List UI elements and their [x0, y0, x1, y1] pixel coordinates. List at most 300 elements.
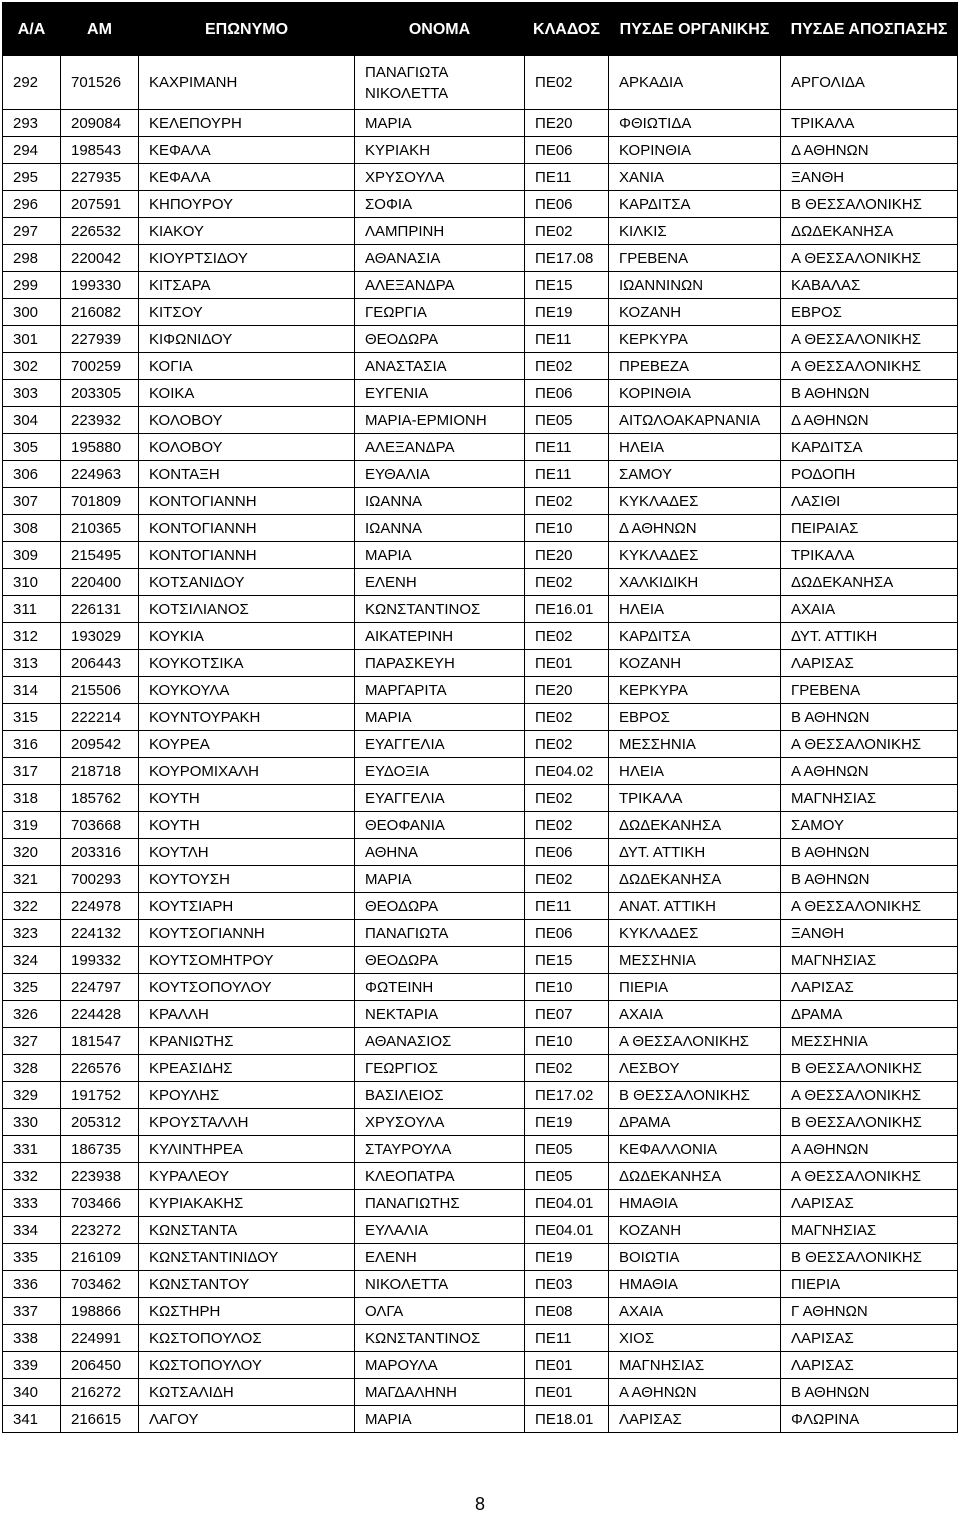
table-row [3, 461, 958, 488]
cell-branch: ΠΕ05 [525, 1163, 609, 1190]
cell-aa: 304 [3, 407, 61, 434]
cell-aa: 332 [3, 1163, 61, 1190]
cell-am: 218718 [61, 758, 139, 785]
cell-secondment-pysde: ΑΡΓΟΛΙΔΑ [781, 56, 958, 110]
cell-surname: ΚΟΝΤΟΓΙΑΝΝΗ [139, 488, 355, 515]
cell-organic-pysde: ΣΑΜΟΥ [609, 461, 781, 488]
cell-am: 701526 [61, 56, 139, 110]
cell-am: 206450 [61, 1352, 139, 1379]
cell-name: ΣΤΑΥΡΟΥΛΑ [355, 1136, 525, 1163]
cell-name: ΜΑΡΙΑ [355, 704, 525, 731]
cell-aa: 316 [3, 731, 61, 758]
cell-name: ΙΩΑΝΝΑ [355, 488, 525, 515]
cell-organic-pysde: ΛΕΣΒΟΥ [609, 1055, 781, 1082]
cell-aa: 299 [3, 272, 61, 299]
cell-aa: 311 [3, 596, 61, 623]
cell-branch: ΠΕ19 [525, 299, 609, 326]
cell-surname: ΚΟΥΚΟΤΣΙΚΑ [139, 650, 355, 677]
cell-am: 203305 [61, 380, 139, 407]
table-row [3, 758, 958, 785]
cell-aa: 302 [3, 353, 61, 380]
table-row [3, 1136, 958, 1163]
cell-am: 224991 [61, 1325, 139, 1352]
cell-organic-pysde: ΒΟΙΩΤΙΑ [609, 1244, 781, 1271]
table-row [3, 623, 958, 650]
table-row [3, 353, 958, 380]
cell-name: ΑΛΕΞΑΝΔΡΑ [355, 434, 525, 461]
cell-branch: ΠΕ11 [525, 326, 609, 353]
cell-branch: ΠΕ02 [525, 569, 609, 596]
cell-aa: 317 [3, 758, 61, 785]
cell-surname: ΚΙΤΣΑΡΑ [139, 272, 355, 299]
table-row [3, 1001, 958, 1028]
cell-aa: 293 [3, 110, 61, 137]
table-row [3, 731, 958, 758]
cell-secondment-pysde: ΓΡΕΒΕΝΑ [781, 677, 958, 704]
cell-branch: ΠΕ10 [525, 515, 609, 542]
cell-am: 199332 [61, 947, 139, 974]
cell-name: ΠΑΡΑΣΚΕΥΗ [355, 650, 525, 677]
cell-secondment-pysde: Α ΘΕΣΣΑΛΟΝΙΚΗΣ [781, 326, 958, 353]
cell-secondment-pysde: ΤΡΙΚΑΛΑ [781, 110, 958, 137]
page-number: 8 [474, 1494, 485, 1514]
cell-name: ΑΘΗΝΑ [355, 839, 525, 866]
cell-organic-pysde: ΚΟΖΑΝΗ [609, 299, 781, 326]
cell-secondment-pysde: Α ΘΕΣΣΑΛΟΝΙΚΗΣ [781, 893, 958, 920]
cell-surname: ΚΩΝΣΤΑΝΤΟΥ [139, 1271, 355, 1298]
cell-secondment-pysde: Β ΑΘΗΝΩΝ [781, 380, 958, 407]
cell-name: ΦΩΤΕΙΝΗ [355, 974, 525, 1001]
cell-name: ΜΑΡΙΑ [355, 1406, 525, 1433]
cell-surname: ΚΕΛΕΠΟΥΡΗ [139, 110, 355, 137]
cell-branch: ΠΕ20 [525, 542, 609, 569]
cell-am: 210365 [61, 515, 139, 542]
cell-secondment-pysde: Β ΑΘΗΝΩΝ [781, 1379, 958, 1406]
table-row [3, 1406, 958, 1433]
cell-am: 220400 [61, 569, 139, 596]
cell-secondment-pysde: ΕΒΡΟΣ [781, 299, 958, 326]
cell-am: 198866 [61, 1298, 139, 1325]
cell-branch: ΠΕ18.01 [525, 1406, 609, 1433]
cell-secondment-pysde: ΣΑΜΟΥ [781, 812, 958, 839]
cell-name: ΕΥΑΓΓΕΛΙΑ [355, 731, 525, 758]
cell-aa: 310 [3, 569, 61, 596]
roster-table [2, 2, 958, 1433]
cell-am: 701809 [61, 488, 139, 515]
cell-aa: 298 [3, 245, 61, 272]
cell-aa: 315 [3, 704, 61, 731]
cell-aa: 292 [3, 56, 61, 110]
cell-am: 703466 [61, 1190, 139, 1217]
cell-aa: 296 [3, 191, 61, 218]
cell-secondment-pysde: Α ΑΘΗΝΩΝ [781, 1136, 958, 1163]
cell-am: 226532 [61, 218, 139, 245]
cell-branch: ΠΕ19 [525, 1244, 609, 1271]
table-row [3, 650, 958, 677]
table-row [3, 1055, 958, 1082]
cell-am: 224978 [61, 893, 139, 920]
table-header [3, 3, 958, 56]
table-row [3, 704, 958, 731]
cell-name: ΕΥΓΕΝΙΑ [355, 380, 525, 407]
cell-organic-pysde: ΔΩΔΕΚΑΝΗΣΑ [609, 1163, 781, 1190]
cell-branch: ΠΕ01 [525, 1352, 609, 1379]
cell-branch: ΠΕ17.02 [525, 1082, 609, 1109]
table-row [3, 677, 958, 704]
table-row [3, 137, 958, 164]
table-row [3, 569, 958, 596]
cell-surname: ΛΑΓΟΥ [139, 1406, 355, 1433]
cell-surname: ΚΙΦΩΝΙΔΟΥ [139, 326, 355, 353]
table-row [3, 488, 958, 515]
cell-aa: 294 [3, 137, 61, 164]
header-row [3, 3, 958, 56]
cell-secondment-pysde: Α ΘΕΣΣΑΛΟΝΙΚΗΣ [781, 1082, 958, 1109]
cell-name: ΕΥΘΑΛΙΑ [355, 461, 525, 488]
cell-branch: ΠΕ02 [525, 731, 609, 758]
cell-secondment-pysde: Α ΘΕΣΣΑΛΟΝΙΚΗΣ [781, 245, 958, 272]
cell-am: 203316 [61, 839, 139, 866]
cell-organic-pysde: ΛΑΡΙΣΑΣ [609, 1406, 781, 1433]
cell-surname: ΚΥΛΙΝΤΗΡΕΑ [139, 1136, 355, 1163]
cell-organic-pysde: ΧΑΝΙΑ [609, 164, 781, 191]
cell-name: ΚΩΝΣΤΑΝΤΙΝΟΣ [355, 1325, 525, 1352]
cell-am: 216272 [61, 1379, 139, 1406]
cell-organic-pysde: ΗΛΕΙΑ [609, 758, 781, 785]
table-row [3, 1190, 958, 1217]
cell-aa: 329 [3, 1082, 61, 1109]
cell-name: ΕΥΑΓΓΕΛΙΑ [355, 785, 525, 812]
cell-surname: ΚΡΑΛΛΗ [139, 1001, 355, 1028]
cell-aa: 336 [3, 1271, 61, 1298]
cell-surname: ΚΟΥΤΣΟΜΗΤΡΟΥ [139, 947, 355, 974]
cell-name: ΕΥΛΑΛΙΑ [355, 1217, 525, 1244]
cell-secondment-pysde: Γ ΑΘΗΝΩΝ [781, 1298, 958, 1325]
cell-branch: ΠΕ02 [525, 56, 609, 110]
cell-name: ΑΛΕΞΑΝΔΡΑ [355, 272, 525, 299]
cell-surname: ΚΡΟΥΛΗΣ [139, 1082, 355, 1109]
cell-am: 700293 [61, 866, 139, 893]
cell-aa: 314 [3, 677, 61, 704]
cell-organic-pysde: ΔΥΤ. ΑΤΤΙΚΗ [609, 839, 781, 866]
cell-organic-pysde: ΗΜΑΘΙΑ [609, 1271, 781, 1298]
cell-organic-pysde: ΓΡΕΒΕΝΑ [609, 245, 781, 272]
cell-am: 223938 [61, 1163, 139, 1190]
cell-branch: ΠΕ08 [525, 1298, 609, 1325]
cell-surname: ΚΑΧΡΙΜΑΝΗ [139, 56, 355, 110]
table-row [3, 974, 958, 1001]
cell-organic-pysde: Α ΘΕΣΣΑΛΟΝΙΚΗΣ [609, 1028, 781, 1055]
cell-branch: ΠΕ04.02 [525, 758, 609, 785]
cell-surname: ΚΟΝΤΟΓΙΑΝΝΗ [139, 515, 355, 542]
cell-surname: ΚΥΡΙΑΚΑΚΗΣ [139, 1190, 355, 1217]
cell-am: 220042 [61, 245, 139, 272]
cell-branch: ΠΕ02 [525, 1055, 609, 1082]
col-header-name: ΟΝΟΜΑ [355, 3, 525, 56]
cell-organic-pysde: ΚΥΚΛΑΔΕΣ [609, 542, 781, 569]
cell-aa: 326 [3, 1001, 61, 1028]
cell-surname: ΚΟΥΤΛΗ [139, 839, 355, 866]
cell-surname: ΚΟΥΡΕΑ [139, 731, 355, 758]
cell-aa: 320 [3, 839, 61, 866]
table-row [3, 326, 958, 353]
cell-surname: ΚΩΤΣΑΛΙΔΗ [139, 1379, 355, 1406]
cell-aa: 301 [3, 326, 61, 353]
cell-branch: ΠΕ20 [525, 110, 609, 137]
table-row [3, 245, 958, 272]
cell-organic-pysde: ΚΕΡΚΥΡΑ [609, 326, 781, 353]
cell-secondment-pysde: ΔΥΤ. ΑΤΤΙΚΗ [781, 623, 958, 650]
cell-am: 207591 [61, 191, 139, 218]
cell-am: 226576 [61, 1055, 139, 1082]
cell-am: 223932 [61, 407, 139, 434]
cell-secondment-pysde: Β ΘΕΣΣΑΛΟΝΙΚΗΣ [781, 191, 958, 218]
cell-organic-pysde: ΠΡΕΒΕΖΑ [609, 353, 781, 380]
cell-am: 205312 [61, 1109, 139, 1136]
cell-organic-pysde: ΔΩΔΕΚΑΝΗΣΑ [609, 866, 781, 893]
cell-aa: 335 [3, 1244, 61, 1271]
cell-organic-pysde: ΤΡΙΚΑΛΑ [609, 785, 781, 812]
cell-surname: ΚΩΣΤΗΡΗ [139, 1298, 355, 1325]
cell-surname: ΚΟΛΟΒΟΥ [139, 407, 355, 434]
cell-organic-pysde: ΗΛΕΙΑ [609, 434, 781, 461]
col-header-secondment-pysde: ΠΥΣΔΕ ΑΠΟΣΠΑΣΗΣ [781, 3, 958, 56]
cell-secondment-pysde: ΛΑΡΙΣΑΣ [781, 1325, 958, 1352]
cell-secondment-pysde: ΞΑΝΘΗ [781, 164, 958, 191]
cell-secondment-pysde: ΜΕΣΣΗΝΙΑ [781, 1028, 958, 1055]
cell-branch: ΠΕ04.01 [525, 1217, 609, 1244]
cell-name: ΜΑΓΔΑΛΗΝΗ [355, 1379, 525, 1406]
cell-name: ΜΑΡΙΑ-ΕΡΜΙΟΝΗ [355, 407, 525, 434]
col-header-organic-pysde: ΠΥΣΔΕ ΟΡΓΑΝΙΚΗΣ [609, 3, 781, 56]
cell-am: 209084 [61, 110, 139, 137]
cell-branch: ΠΕ01 [525, 1379, 609, 1406]
cell-secondment-pysde: ΞΑΝΘΗ [781, 920, 958, 947]
cell-organic-pysde: Β ΘΕΣΣΑΛΟΝΙΚΗΣ [609, 1082, 781, 1109]
table-row [3, 1028, 958, 1055]
table-row [3, 407, 958, 434]
cell-am: 222214 [61, 704, 139, 731]
cell-aa: 321 [3, 866, 61, 893]
table-row [3, 191, 958, 218]
cell-name: ΧΡΥΣΟΥΛΑ [355, 1109, 525, 1136]
cell-aa: 295 [3, 164, 61, 191]
cell-organic-pysde: ΜΑΓΝΗΣΙΑΣ [609, 1352, 781, 1379]
cell-secondment-pysde: ΦΛΩΡΙΝΑ [781, 1406, 958, 1433]
cell-organic-pysde: ΙΩΑΝΝΙΝΩΝ [609, 272, 781, 299]
cell-surname: ΚΟΙΚΑ [139, 380, 355, 407]
table-row [3, 1244, 958, 1271]
cell-secondment-pysde: ΜΑΓΝΗΣΙΑΣ [781, 785, 958, 812]
cell-surname: ΚΟΥΚΙΑ [139, 623, 355, 650]
cell-branch: ΠΕ16.01 [525, 596, 609, 623]
cell-surname: ΚΩΝΣΤΑΝΤΑ [139, 1217, 355, 1244]
cell-secondment-pysde: Β ΘΕΣΣΑΛΟΝΙΚΗΣ [781, 1244, 958, 1271]
table-row [3, 515, 958, 542]
cell-secondment-pysde: Δ ΑΘΗΝΩΝ [781, 137, 958, 164]
cell-branch: ΠΕ02 [525, 218, 609, 245]
cell-am: 224797 [61, 974, 139, 1001]
cell-organic-pysde: ΚΑΡΔΙΤΣΑ [609, 191, 781, 218]
cell-aa: 338 [3, 1325, 61, 1352]
table-body [3, 56, 958, 1433]
cell-name: ΜΑΡΙΑ [355, 542, 525, 569]
table-row [3, 1271, 958, 1298]
cell-branch: ΠΕ05 [525, 1136, 609, 1163]
cell-organic-pysde: ΜΕΣΣΗΝΙΑ [609, 731, 781, 758]
cell-branch: ΠΕ10 [525, 1028, 609, 1055]
cell-name: ΟΛΓΑ [355, 1298, 525, 1325]
cell-aa: 312 [3, 623, 61, 650]
cell-branch: ΠΕ06 [525, 920, 609, 947]
cell-name: ΜΑΡΓΑΡΙΤΑ [355, 677, 525, 704]
cell-surname: ΚΟΥΤΣΟΠΟΥΛΟΥ [139, 974, 355, 1001]
cell-branch: ΠΕ20 [525, 677, 609, 704]
cell-am: 700259 [61, 353, 139, 380]
cell-branch: ΠΕ10 [525, 974, 609, 1001]
cell-organic-pysde: ΚΟΖΑΝΗ [609, 1217, 781, 1244]
cell-branch: ΠΕ11 [525, 434, 609, 461]
cell-secondment-pysde: Α ΘΕΣΣΑΛΟΝΙΚΗΣ [781, 731, 958, 758]
table-row [3, 812, 958, 839]
cell-am: 227935 [61, 164, 139, 191]
cell-aa: 300 [3, 299, 61, 326]
cell-branch: ΠΕ02 [525, 866, 609, 893]
cell-organic-pysde: ΑΧΑΙΑ [609, 1001, 781, 1028]
cell-aa: 341 [3, 1406, 61, 1433]
cell-branch: ΠΕ07 [525, 1001, 609, 1028]
cell-am: 198543 [61, 137, 139, 164]
cell-aa: 337 [3, 1298, 61, 1325]
cell-aa: 327 [3, 1028, 61, 1055]
cell-branch: ΠΕ01 [525, 650, 609, 677]
cell-secondment-pysde: ΜΑΓΝΗΣΙΑΣ [781, 947, 958, 974]
cell-surname: ΚΟΥΚΟΥΛΑ [139, 677, 355, 704]
cell-surname: ΚΟΝΤΟΓΙΑΝΝΗ [139, 542, 355, 569]
cell-secondment-pysde: Β ΑΘΗΝΩΝ [781, 839, 958, 866]
cell-name: ΝΕΚΤΑΡΙΑ [355, 1001, 525, 1028]
cell-aa: 324 [3, 947, 61, 974]
cell-aa: 334 [3, 1217, 61, 1244]
cell-aa: 309 [3, 542, 61, 569]
cell-aa: 340 [3, 1379, 61, 1406]
cell-organic-pysde: ΕΒΡΟΣ [609, 704, 781, 731]
cell-organic-pysde: ΗΜΑΘΙΑ [609, 1190, 781, 1217]
cell-secondment-pysde: ΤΡΙΚΑΛΑ [781, 542, 958, 569]
cell-branch: ΠΕ06 [525, 191, 609, 218]
cell-name: ΕΛΕΝΗ [355, 569, 525, 596]
cell-branch: ΠΕ19 [525, 1109, 609, 1136]
cell-surname: ΚΟΥΤΟΥΣΗ [139, 866, 355, 893]
table-row [3, 947, 958, 974]
cell-name: ΙΩΑΝΝΑ [355, 515, 525, 542]
cell-secondment-pysde: ΛΑΡΙΣΑΣ [781, 1190, 958, 1217]
cell-secondment-pysde: ΔΩΔΕΚΑΝΗΣΑ [781, 569, 958, 596]
cell-branch: ΠΕ17.08 [525, 245, 609, 272]
cell-secondment-pysde: Α ΑΘΗΝΩΝ [781, 758, 958, 785]
cell-secondment-pysde: Β ΑΘΗΝΩΝ [781, 866, 958, 893]
table-row [3, 596, 958, 623]
cell-branch: ΠΕ11 [525, 461, 609, 488]
cell-secondment-pysde: ΔΡΑΜΑ [781, 1001, 958, 1028]
cell-name: ΚΛΕΟΠΑΤΡΑ [355, 1163, 525, 1190]
cell-secondment-pysde: ΠΙΕΡΙΑ [781, 1271, 958, 1298]
cell-am: 185762 [61, 785, 139, 812]
cell-branch: ΠΕ02 [525, 488, 609, 515]
cell-name: ΠΑΝΑΓΙΩΤΗΣ [355, 1190, 525, 1217]
cell-organic-pysde: ΑΙΤΩΛΟΑΚΑΡΝΑΝΙΑ [609, 407, 781, 434]
cell-am: 224963 [61, 461, 139, 488]
cell-organic-pysde: ΑΡΚΑΔΙΑ [609, 56, 781, 110]
cell-name: ΚΩΝΣΤΑΝΤΙΝΟΣ [355, 596, 525, 623]
cell-secondment-pysde: ΚΑΡΔΙΤΣΑ [781, 434, 958, 461]
cell-secondment-pysde: ΛΑΡΙΣΑΣ [781, 974, 958, 1001]
cell-branch: ΠΕ11 [525, 893, 609, 920]
table-row [3, 866, 958, 893]
cell-branch: ΠΕ06 [525, 137, 609, 164]
cell-organic-pysde: ΚΟΡΙΝΘΙΑ [609, 380, 781, 407]
cell-branch: ΠΕ11 [525, 164, 609, 191]
cell-surname: ΚΕΦΑΛΑ [139, 137, 355, 164]
cell-surname: ΚΩΣΤΟΠΟΥΛΟΣ [139, 1325, 355, 1352]
cell-am: 224428 [61, 1001, 139, 1028]
cell-branch: ΠΕ02 [525, 704, 609, 731]
cell-name: ΘΕΟΔΩΡΑ [355, 893, 525, 920]
cell-name: ΜΑΡΙΑ [355, 110, 525, 137]
cell-am: 206443 [61, 650, 139, 677]
cell-secondment-pysde: ΚΑΒΑΛΑΣ [781, 272, 958, 299]
cell-branch: ΠΕ05 [525, 407, 609, 434]
cell-name: ΒΑΣΙΛΕΙΟΣ [355, 1082, 525, 1109]
cell-name: ΜΑΡΟΥΛΑ [355, 1352, 525, 1379]
cell-branch: ΠΕ06 [525, 380, 609, 407]
table-row [3, 218, 958, 245]
table-row [3, 1325, 958, 1352]
cell-aa: 313 [3, 650, 61, 677]
cell-am: 215495 [61, 542, 139, 569]
cell-secondment-pysde: ΛΑΡΙΣΑΣ [781, 1352, 958, 1379]
cell-surname: ΚΡΟΥΣΤΑΛΛΗ [139, 1109, 355, 1136]
cell-surname: ΚΟΤΣΑΝΙΔΟΥ [139, 569, 355, 596]
cell-name: ΘΕΟΔΩΡΑ [355, 947, 525, 974]
cell-name: ΛΑΜΠΡΙΝΗ [355, 218, 525, 245]
cell-name: ΠΑΝΑΓΙΩΤΑ [355, 920, 525, 947]
cell-organic-pysde: ΚΕΦΑΛΛΟΝΙΑ [609, 1136, 781, 1163]
cell-am: 226131 [61, 596, 139, 623]
cell-name: ΑΙΚΑΤΕΡΙΝΗ [355, 623, 525, 650]
table-row [3, 785, 958, 812]
cell-am: 199330 [61, 272, 139, 299]
cell-secondment-pysde: Α ΘΕΣΣΑΛΟΝΙΚΗΣ [781, 1163, 958, 1190]
cell-aa: 307 [3, 488, 61, 515]
table-row [3, 56, 958, 110]
cell-surname: ΚΟΛΟΒΟΥ [139, 434, 355, 461]
cell-name: ΕΥΔΟΞΙΑ [355, 758, 525, 785]
cell-aa: 308 [3, 515, 61, 542]
cell-surname: ΚΟΥΤΣΟΓΙΑΝΝΗ [139, 920, 355, 947]
cell-organic-pysde: ΚΑΡΔΙΤΣΑ [609, 623, 781, 650]
cell-name: ΓΕΩΡΓΙΑ [355, 299, 525, 326]
table-row [3, 164, 958, 191]
cell-am: 209542 [61, 731, 139, 758]
cell-organic-pysde: ΔΩΔΕΚΑΝΗΣΑ [609, 812, 781, 839]
cell-organic-pysde: ΦΘΙΩΤΙΔΑ [609, 110, 781, 137]
table-row [3, 1298, 958, 1325]
table-row [3, 893, 958, 920]
table-row [3, 839, 958, 866]
cell-name: ΚΥΡΙΑΚΗ [355, 137, 525, 164]
cell-organic-pysde: ΚΟΡΙΝΘΙΑ [609, 137, 781, 164]
